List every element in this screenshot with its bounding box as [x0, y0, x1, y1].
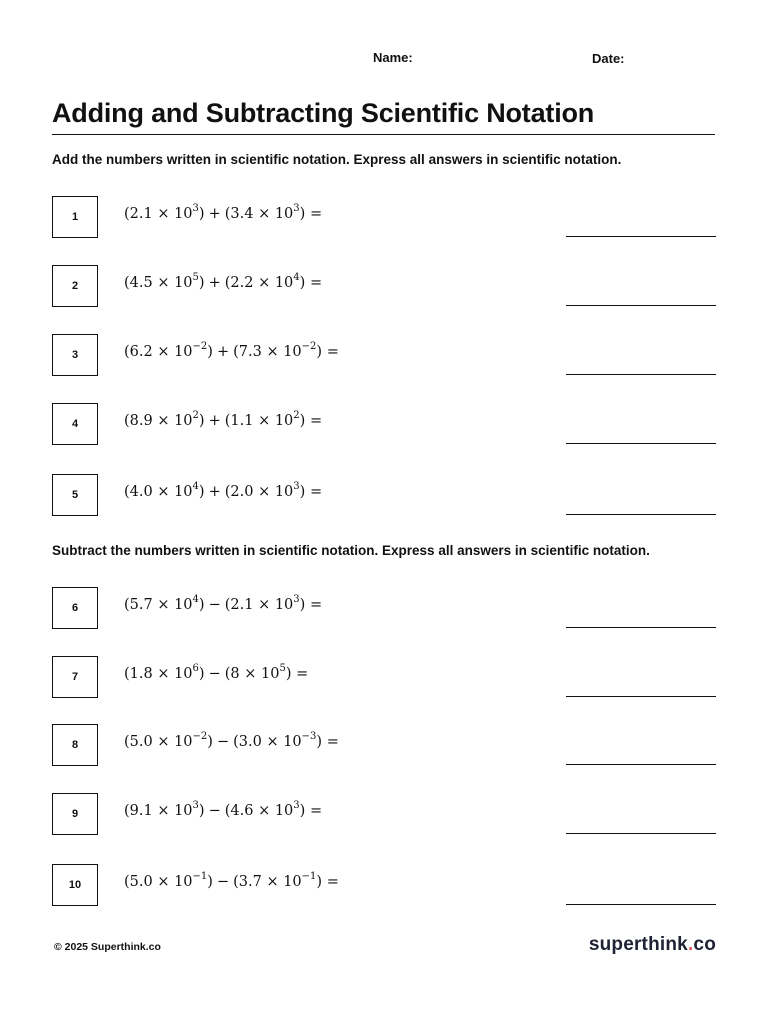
problem-row — [52, 864, 716, 908]
answer-line[interactable] — [566, 305, 716, 306]
term-a-exponent: 3 — [192, 203, 199, 215]
problem-number: 3 — [52, 334, 98, 376]
term-a-exponent: −2 — [192, 341, 208, 353]
term-a-exponent: 3 — [192, 800, 199, 812]
header-fields — [0, 50, 768, 70]
term-a-exponent: −2 — [192, 731, 208, 743]
problem-expression — [124, 203, 323, 222]
problem-number: 2 — [52, 265, 98, 307]
problem-row — [52, 196, 716, 240]
close-paren: ) — [198, 206, 205, 222]
problem-number: 9 — [52, 793, 98, 835]
term-a-exponent: −1 — [192, 871, 208, 883]
subtract-instruction: Subtract the numbers written in scientific notation. Express all answers in scientific notation. — [52, 543, 650, 558]
term-a-exponent: 6 — [192, 663, 199, 675]
problem-row — [52, 474, 716, 518]
answer-line[interactable] — [566, 374, 716, 375]
answer-line[interactable] — [566, 627, 716, 628]
problem-number: 7 — [52, 656, 98, 698]
problem-number: 6 — [52, 587, 98, 629]
term-a-exponent: 5 — [192, 272, 199, 284]
term-b-exponent: 3 — [293, 594, 300, 606]
equals: ) = — [299, 206, 323, 222]
brand-dot: . — [687, 934, 694, 955]
term-b-exponent: −2 — [301, 341, 317, 353]
operator: − — [208, 803, 221, 819]
problem-row — [52, 587, 716, 631]
answer-line[interactable] — [566, 833, 716, 834]
term-b-exponent: −3 — [301, 731, 317, 743]
brand-name: superthink — [588, 934, 688, 955]
term-b-base: (4.6 × 10 — [224, 803, 294, 819]
term-b-exponent: 5 — [279, 663, 286, 675]
equals: ) = — [316, 874, 339, 890]
problem-number: 5 — [52, 474, 98, 516]
term-b-base: (3.0 × 10 — [233, 734, 302, 750]
problem-row — [52, 724, 716, 768]
answer-line[interactable] — [566, 443, 716, 444]
brand-tld: co — [693, 934, 716, 955]
term-a-exponent: 2 — [192, 410, 199, 422]
equals: ) = — [299, 275, 323, 291]
term-b-exponent: 3 — [293, 203, 300, 215]
term-b-exponent: 2 — [293, 410, 300, 422]
operator: + — [208, 484, 221, 500]
term-b-base: (7.3 × 10 — [233, 344, 302, 360]
term-a-base: (5.0 × 10 — [124, 874, 193, 890]
equals: ) = — [299, 803, 323, 819]
problem-expression — [124, 594, 323, 613]
term-a-exponent: 4 — [192, 594, 199, 606]
problem-expression — [124, 341, 339, 360]
term-b-exponent: 3 — [293, 481, 300, 493]
problem-number: 8 — [52, 724, 98, 766]
term-a-base: (1.8 × 10 — [124, 666, 193, 682]
close-paren: ) — [207, 344, 213, 360]
close-paren: ) — [207, 874, 213, 890]
problem-number: 4 — [52, 403, 98, 445]
name-label: Name: — [373, 50, 413, 65]
equals: ) = — [316, 734, 339, 750]
term-a-base: (6.2 × 10 — [124, 344, 193, 360]
close-paren: ) — [198, 275, 205, 291]
answer-line[interactable] — [566, 904, 716, 905]
problem-number: 10 — [52, 864, 98, 906]
term-b-base: (1.1 × 10 — [224, 413, 294, 429]
title-divider — [52, 134, 715, 135]
term-b-base: (3.4 × 10 — [224, 206, 294, 222]
term-b-base: (2.2 × 10 — [224, 275, 294, 291]
equals: ) = — [299, 484, 323, 500]
problem-row — [52, 334, 716, 378]
operator: + — [208, 413, 221, 429]
term-a-base: (5.7 × 10 — [124, 597, 193, 613]
problem-expression — [124, 731, 339, 750]
problem-row — [52, 265, 716, 309]
copyright-text: © 2025 Superthink.co — [54, 941, 161, 953]
term-a-base: (8.9 × 10 — [124, 413, 193, 429]
term-a-base: (4.0 × 10 — [124, 484, 193, 500]
date-label: Date: — [592, 51, 625, 66]
term-a-exponent: 4 — [192, 481, 199, 493]
term-a-base: (9.1 × 10 — [124, 803, 193, 819]
close-paren: ) — [198, 803, 205, 819]
operator: − — [216, 874, 230, 890]
problem-expression — [124, 663, 309, 682]
problem-expression — [124, 481, 323, 500]
term-a-base: (2.1 × 10 — [124, 206, 193, 222]
term-a-base: (5.0 × 10 — [124, 734, 193, 750]
answer-line[interactable] — [566, 696, 716, 697]
problem-row — [52, 403, 716, 447]
close-paren: ) — [198, 597, 205, 613]
page-title: Adding and Subtracting Scientific Notation — [52, 98, 595, 128]
operator: − — [208, 597, 221, 613]
problem-expression — [124, 800, 323, 819]
problem-row — [52, 656, 716, 700]
term-b-base: (8 × 10 — [224, 666, 280, 682]
equals: ) = — [285, 666, 309, 682]
answer-line[interactable] — [566, 764, 716, 765]
problem-number: 1 — [52, 196, 98, 238]
operator: − — [216, 734, 230, 750]
term-b-exponent: 4 — [293, 272, 300, 284]
operator: − — [208, 666, 221, 682]
brand-logo — [589, 934, 716, 956]
equals: ) = — [299, 413, 323, 429]
close-paren: ) — [198, 666, 205, 682]
equals: ) = — [316, 344, 339, 360]
problem-expression — [124, 410, 323, 429]
term-b-exponent: 3 — [293, 800, 300, 812]
add-instruction: Add the numbers written in scientific notation. Express all answers in scientific notation. — [52, 152, 622, 167]
answer-line[interactable] — [566, 514, 716, 515]
operator: + — [208, 275, 221, 291]
answer-line[interactable] — [566, 236, 716, 237]
problem-expression — [124, 272, 323, 291]
operator: + — [208, 206, 221, 222]
term-b-exponent: −1 — [301, 871, 317, 883]
term-b-base: (3.7 × 10 — [233, 874, 302, 890]
term-a-base: (4.5 × 10 — [124, 275, 193, 291]
term-b-base: (2.1 × 10 — [224, 597, 294, 613]
problem-expression — [124, 871, 339, 890]
close-paren: ) — [198, 413, 205, 429]
equals: ) = — [299, 597, 323, 613]
problem-row — [52, 793, 716, 837]
close-paren: ) — [198, 484, 205, 500]
term-b-base: (2.0 × 10 — [224, 484, 294, 500]
operator: + — [216, 344, 230, 360]
close-paren: ) — [207, 734, 213, 750]
